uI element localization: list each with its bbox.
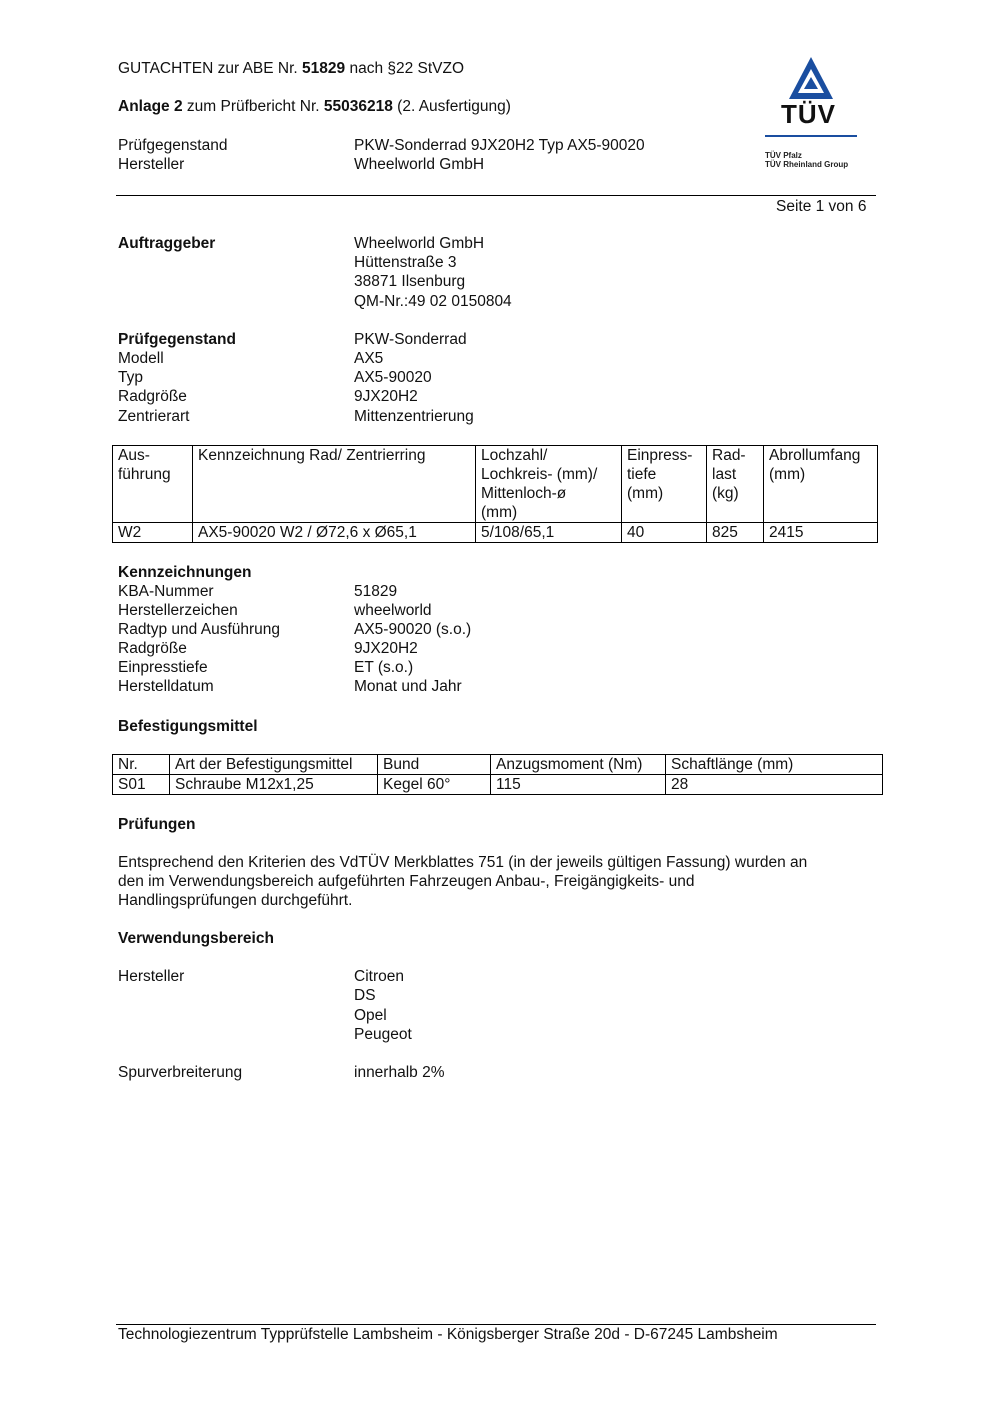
kz-value: ET (s.o.) — [354, 659, 414, 676]
table-cell: 2415 — [764, 523, 878, 543]
tuv-triangle-icon — [763, 55, 859, 105]
table-cell: 115 — [491, 775, 666, 795]
pg-value: Mittenzentrierung — [354, 408, 474, 425]
auftraggeber-line: Wheelworld GmbH — [354, 235, 485, 252]
befestigung-table — [112, 754, 883, 795]
pruefungen-text-line: Handlingsprüfungen durchgeführt. — [118, 892, 353, 909]
table-header-cell: Einpress- tiefe (mm) — [622, 446, 707, 523]
page-number: Seite 1 von 6 — [776, 198, 867, 215]
pg-value: AX5-90020 — [354, 369, 432, 386]
table-header-cell: Rad- last (kg) — [707, 446, 764, 523]
pg-label: Typ — [118, 369, 143, 386]
table-cell: 825 — [707, 523, 764, 543]
hersteller-item: Peugeot — [354, 1026, 412, 1043]
header-item-label: Hersteller — [118, 156, 185, 173]
spurverbreiterung-value: innerhalb 2% — [354, 1064, 445, 1081]
table-header-row — [113, 755, 883, 775]
pruefbericht-number: 55036218 — [323, 98, 393, 115]
header-item-label: Prüfgegenstand — [118, 137, 228, 154]
logo-text: TÜV — [781, 99, 836, 129]
table-cell: S01 — [113, 775, 170, 795]
table-row — [113, 523, 878, 543]
header-item-value: PKW-Sonderrad 9JX20H2 Typ AX5-90020 — [354, 137, 645, 154]
kennzeichnungen-heading: Kennzeichnungen — [118, 564, 252, 581]
pruefbericht-label: zum Prüfbericht Nr. — [186, 98, 320, 115]
header-line-2 — [118, 97, 511, 116]
kz-label: Radgröße — [118, 640, 187, 657]
ausfertigung: (2. Ausfertigung) — [397, 98, 511, 115]
anlage-label: Anlage 2 — [118, 98, 183, 115]
auftraggeber-line: 38871 Ilsenburg — [354, 273, 466, 290]
table-header-cell: Schaftlänge (mm) — [666, 755, 883, 775]
pg-value: AX5 — [354, 350, 384, 367]
table-header-cell: Lochzahl/ Lochkreis- (mm)/ Mittenloch-ø (mm) — [476, 446, 622, 523]
abe-number: 51829 — [302, 60, 346, 77]
befestigung-heading: Befestigungsmittel — [118, 718, 258, 735]
header-item-value: Wheelworld GmbH — [354, 156, 485, 173]
pg-value: 9JX20H2 — [354, 388, 418, 405]
table-header-row — [113, 446, 878, 523]
pg-label: Zentrierart — [118, 408, 190, 425]
spurverbreiterung-label: Spurverbreiterung — [118, 1064, 243, 1081]
table-cell: Kegel 60° — [378, 775, 491, 795]
table-cell: 40 — [622, 523, 707, 543]
logo-sub-2: TÜV Rheinland Group — [765, 160, 849, 169]
wheel-table — [112, 445, 878, 543]
header-line-1 — [118, 59, 464, 78]
hersteller-item: DS — [354, 987, 376, 1004]
header-divider — [116, 195, 876, 196]
table-row — [113, 775, 883, 795]
kz-value: AX5-90020 (s.o.) — [354, 621, 472, 638]
kz-label: Einpresstiefe — [118, 659, 208, 676]
table-cell: 28 — [666, 775, 883, 795]
table-header-cell: Nr. — [113, 755, 170, 775]
pruefungen-heading: Prüfungen — [118, 816, 196, 833]
hersteller-item: Opel — [354, 1007, 387, 1024]
auftraggeber-line: QM-Nr.:49 02 0150804 — [354, 293, 512, 310]
table-header-cell: Abrollumfang (mm) — [764, 446, 878, 523]
kz-value: Monat und Jahr — [354, 678, 462, 695]
header-gutachten-label: GUTACHTEN zur ABE Nr. — [118, 60, 298, 77]
pruefgegenstand-heading: Prüfgegenstand — [118, 331, 236, 348]
table-header-cell: Anzugsmoment (Nm) — [491, 755, 666, 775]
table-header-cell: Bund — [378, 755, 491, 775]
kz-value: 51829 — [354, 583, 398, 600]
kz-label: Herstellerzeichen — [118, 602, 238, 619]
pruefungen-text-line: Entsprechend den Kriterien des VdTÜV Merkblattes 751 (in der jeweils gültigen Fassung) wurden an — [118, 854, 808, 871]
table-cell: W2 — [113, 523, 193, 543]
header-stvzo: nach §22 StVZO — [349, 60, 465, 77]
kz-value: 9JX20H2 — [354, 640, 418, 657]
hersteller-label: Hersteller — [118, 968, 185, 985]
hersteller-item: Citroen — [354, 968, 404, 985]
table-header-cell: Kennzeichnung Rad/ Zentrierring — [193, 446, 476, 523]
pruefungen-text-line: den im Verwendungsbereich aufgeführten Fahrzeugen Anbau-, Freigängigkeits- und — [118, 873, 695, 890]
kz-label: Radtyp und Ausführung — [118, 621, 281, 638]
table-cell: 5/108/65,1 — [476, 523, 622, 543]
table-header-cell: Aus- führung — [113, 446, 193, 523]
table-header-cell: Art der Befestigungsmittel — [170, 755, 378, 775]
kz-value: wheelworld — [354, 602, 432, 619]
pg-label: Radgröße — [118, 388, 187, 405]
auftraggeber-line: Hüttenstraße 3 — [354, 254, 457, 271]
footer-address: Technologiezentrum Typprüfstelle Lambsheim - Königsberger Straße 20d - D-67245 Lambsheim — [118, 1326, 778, 1343]
logo-divider — [765, 135, 857, 137]
kz-label: KBA-Nummer — [118, 583, 214, 600]
kz-label: Herstelldatum — [118, 678, 214, 695]
verwendungsbereich-heading: Verwendungsbereich — [118, 930, 274, 947]
pruefgegenstand-value: PKW-Sonderrad — [354, 331, 467, 348]
auftraggeber-heading: Auftraggeber — [118, 235, 216, 252]
logo-sub-1: TÜV Pfalz — [765, 151, 802, 160]
tuv-logo — [763, 55, 859, 169]
pg-label: Modell — [118, 350, 164, 367]
table-cell: AX5-90020 W2 / Ø72,6 x Ø65,1 — [193, 523, 476, 543]
table-cell: Schraube M12x1,25 — [170, 775, 378, 795]
